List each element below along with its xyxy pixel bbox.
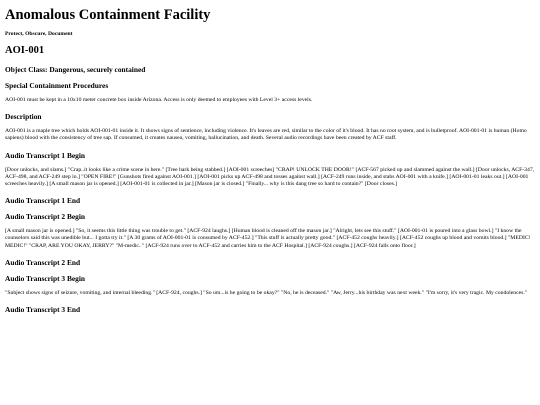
description-text: AOI-001 is a maple tree which holds AOI-001-01 inside it. It shows signs of sentience, including violence. It's leaves are red, similar to the color of it's blood. It has no root system, and is bulletproof. AOI-001-01 is human (Homo sapiens) blood with the consistency of tree sap. If consumed, it creates nausea, vomiting, hallucination, and death. Several audio recordings have been created by ACF staff. [5, 128, 527, 142]
site-tagline: Protect, Obscure, Document [5, 31, 73, 37]
transcript-1-end-heading: Audio Transcript 1 End [5, 196, 81, 206]
transcript-1-begin-heading: Audio Transcript 1 Begin [5, 150, 86, 160]
transcript-2-begin-heading: Audio Transcript 2 Begin [5, 212, 86, 222]
description-heading: Description [5, 112, 42, 122]
transcript-2-text: [A small mason jar is opened.] "So, it seems this little thing was trouble to get." [ACF-924 laughs.] [Human blood is cleaned off the mason jar.] "Alright, lets see this stuff." [AOI-001-01 is poured into a glass bowl.] "I know the counselors said this was unedible but... I gotta try it." [A 30 grams of AOI-001-01 is consumed by ACF-452.] "This stuff is actually pretty good." [ACF-452 coughs heavily.] [ACF-452 coughs up blood and vomits blood.] "MEDIC! MEDIC!" "CRAP, ARE YOU OKAY, JERRY?" "M-medic.." [ACF-924 runs over to ACF-452 and carries him to the ACF Hospital.] [ACF-924 coughs.] [ACF-924 falls onto floor.] [5, 228, 531, 249]
transcript-3-begin-heading: Audio Transcript 3 Begin [5, 273, 86, 283]
procedures-text: AOI-001 must be kept in a 10x10 meter concrete box inside Arizona. Access is only deemed to employees with Level 3+ access levels. [5, 97, 313, 103]
entry-id-heading: AOI-001 [5, 45, 45, 56]
site-title: Anomalous Containment Facility [5, 7, 211, 23]
transcript-1-text: [Door unlocks, and slams.] "Crap..it looks like a crime scene in here." [Tree bark being stabbed.] [AOI-001 screeches] "CRAP! UNLOCK THE DOOR!" [ACF-567 picked up and slammed against the wall.] [Door unlocks, ACF-347, ACF-498, and ACF-249 step in.] "OPEN FIRE!" [Gunshots fired against AOI-001.] [AOI-001 picks up ACF-498 and tosses against wall.] [ACF-249 runs inside, and stabs AOI-001 with a knife.] [AOI-001-01 leaks out.] [AOI-001 screeches heavily.] [A small mason jar is opened.] [AOI-001-01 is collected in jar.] [Mason jar is closed.] "Finally... why is this dang tree so hard to contain?" [Door closes.] [5, 166, 535, 188]
transcript-2-end-heading: Audio Transcript 2 End [5, 257, 81, 267]
object-class-heading: Object Class: Dangerous, securely contained [5, 65, 146, 74]
transcript-3-text: "Subject shows signs of seizure, vomiting, and internal bleeding." [ACF-924, coughs.] "So um...is he going to be okay?" "No, he is deceased." "Aw, Jerry...his birthday was next week." "I'm sorry, it's very tragic. My condolences." [5, 289, 528, 296]
transcript-3-end-heading: Audio Transcript 3 End [5, 305, 81, 315]
procedures-heading: Special Containment Procedures [5, 81, 109, 90]
